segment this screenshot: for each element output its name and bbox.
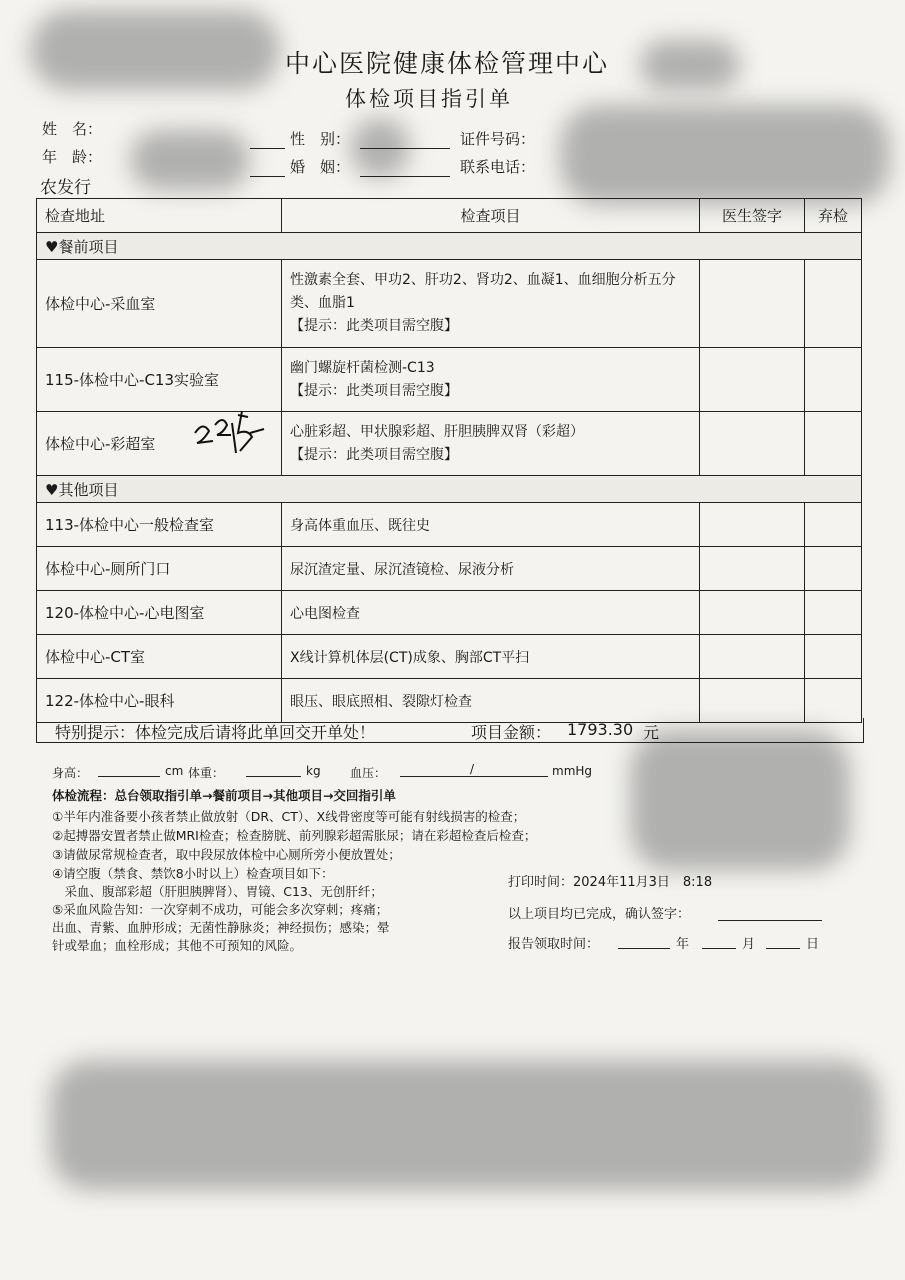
print-time: 打印时间：2024年11月3日 8:18 bbox=[508, 875, 713, 890]
confirm-label: 以上项目均已完成，确认签字： bbox=[508, 907, 691, 922]
signature-cell[interactable] bbox=[700, 260, 805, 348]
waive-cell[interactable] bbox=[805, 591, 862, 635]
amount-value: 1793.30 bbox=[567, 720, 634, 739]
report-label: 报告领取时间： bbox=[508, 937, 600, 952]
section-fasting: ♥餐前项目 bbox=[37, 233, 862, 260]
waive-cell[interactable] bbox=[805, 679, 862, 723]
age-label: 年 龄： bbox=[42, 148, 103, 166]
header-waive: 弃检 bbox=[805, 199, 862, 233]
weight-unit: kg bbox=[306, 764, 321, 778]
weight-label: 体重： bbox=[188, 766, 225, 780]
phone-label: 联系电话： bbox=[460, 158, 536, 176]
row-items: X线计算机体层(CT)成象、胸部CT平扫 bbox=[282, 635, 700, 679]
gender-label: 性 别： bbox=[290, 130, 351, 148]
table-row bbox=[37, 503, 862, 547]
signature-cell[interactable] bbox=[700, 679, 805, 723]
bp-unit: mmHg bbox=[552, 764, 593, 778]
signature-cell[interactable] bbox=[700, 547, 805, 591]
redacted-area bbox=[130, 130, 250, 190]
section-other: ♥其他项目 bbox=[37, 476, 862, 503]
redacted-area bbox=[30, 10, 280, 90]
height-label: 身高： bbox=[52, 766, 89, 780]
signature-cell[interactable] bbox=[700, 591, 805, 635]
page-title: 中心医院健康体检管理中心 bbox=[285, 49, 610, 78]
row-items: 身高体重血压、既往史 bbox=[282, 503, 700, 547]
amount-label: 项目金额： bbox=[471, 723, 552, 742]
row-location: 体检中心-彩超室 bbox=[37, 412, 282, 476]
row-items: 心电图检查 bbox=[282, 591, 700, 635]
exam-table bbox=[36, 198, 862, 723]
flow-heading: 体检流程：总台领取指引单→餐前项目→其他项目→交回指引单 bbox=[52, 788, 396, 803]
year-label: 年 bbox=[676, 937, 690, 952]
table-row bbox=[37, 412, 862, 476]
redacted-area bbox=[50, 1060, 880, 1190]
month-label: 月 bbox=[742, 937, 756, 952]
waive-cell[interactable] bbox=[805, 348, 862, 412]
redacted-area bbox=[630, 730, 850, 870]
flow-line: 针或晕血；血栓形成；其他不可预知的风险。 bbox=[52, 938, 303, 953]
signature-cell[interactable] bbox=[700, 503, 805, 547]
row-location: 体检中心-CT室 bbox=[37, 635, 282, 679]
table-row bbox=[37, 348, 862, 412]
redacted-area bbox=[640, 40, 740, 90]
row-location: 体检中心-采血室 bbox=[37, 260, 282, 348]
special-note-row bbox=[36, 718, 864, 743]
row-tip: 【提示：此类项目需空腹】 bbox=[290, 318, 458, 334]
flow-line: ②起搏器安置者禁止做MRI检查；检查膀胱、前列腺彩超需胀尿；请在彩超检查后检查； bbox=[52, 828, 537, 843]
table-row bbox=[37, 260, 862, 348]
bank-label: 农发行 bbox=[40, 178, 91, 198]
flow-line: ①半年内准备要小孩者禁止做放射（DR、CT）、X线骨密度等可能有射线损害的检查； bbox=[52, 809, 526, 824]
signature-cell[interactable] bbox=[700, 412, 805, 476]
table-row bbox=[37, 635, 862, 679]
flow-line: 采血、腹部彩超（肝胆胰脾肾）、胃镜、C13、无创肝纤； bbox=[52, 884, 383, 899]
handwritten-mark bbox=[190, 403, 270, 463]
bp-label: 血压： bbox=[350, 766, 387, 780]
row-location: 120-体检中心-心电图室 bbox=[37, 591, 282, 635]
header-items: 检查项目 bbox=[282, 199, 700, 233]
marital-label: 婚 姻： bbox=[290, 158, 351, 176]
row-location: 体检中心-厕所门口 bbox=[37, 547, 282, 591]
table-row bbox=[37, 679, 862, 723]
flow-line: ③请做尿常规检查者，取中段尿放体检中心厕所旁小便放置处； bbox=[52, 847, 401, 862]
waive-cell[interactable] bbox=[805, 260, 862, 348]
waive-cell[interactable] bbox=[805, 503, 862, 547]
waive-cell[interactable] bbox=[805, 547, 862, 591]
signature-cell[interactable] bbox=[700, 635, 805, 679]
flow-line: ⑤采血风险告知：一次穿刺不成功，可能会多次穿刺；疼痛； bbox=[52, 902, 389, 917]
height-unit: cm bbox=[165, 764, 184, 778]
redacted-area bbox=[560, 105, 890, 205]
header-location: 检查地址 bbox=[37, 199, 282, 233]
row-items: 性激素全套、甲功2、肝功2、肾功2、血凝1、血细胞分析五分类、血脂1 bbox=[290, 272, 676, 311]
row-tip: 【提示：此类项目需空腹】 bbox=[290, 446, 458, 463]
header-signature: 医生签字 bbox=[700, 199, 805, 233]
waive-cell[interactable] bbox=[805, 635, 862, 679]
bp-separator: / bbox=[470, 762, 475, 776]
row-location: 113-体检中心一般检查室 bbox=[37, 503, 282, 547]
name-label: 姓 名： bbox=[42, 120, 103, 138]
waive-cell[interactable] bbox=[805, 412, 862, 476]
special-note: 特别提示：体检完成后请将此单回交开单处！ bbox=[55, 723, 376, 742]
signature-cell[interactable] bbox=[700, 348, 805, 412]
table-row bbox=[37, 591, 862, 635]
amount-currency: 元 bbox=[643, 723, 660, 742]
day-label: 日 bbox=[806, 937, 820, 952]
row-items: 尿沉渣定量、尿沉渣镜检、尿液分析 bbox=[282, 547, 700, 591]
flow-line: ④请空腹（禁食、禁饮8小时以上）检查项目如下： bbox=[52, 866, 334, 881]
table-row bbox=[37, 547, 862, 591]
confirm-signature-line[interactable] bbox=[718, 920, 822, 921]
row-items: 心脏彩超、甲状腺彩超、肝胆胰脾双肾（彩超） bbox=[290, 423, 584, 440]
row-location: 122-体检中心-眼科 bbox=[37, 679, 282, 723]
flow-line: 出血、青紫、血肿形成；无菌性静脉炎；神经损伤；感染；晕 bbox=[52, 920, 390, 935]
row-items: 眼压、眼底照相、裂隙灯检查 bbox=[282, 679, 700, 723]
page-subtitle: 体检项目指引单 bbox=[345, 87, 513, 111]
row-items: 幽门螺旋杆菌检测-C13 bbox=[290, 359, 435, 376]
row-location: 115-体检中心-C13实验室 bbox=[37, 348, 282, 412]
row-tip: 【提示：此类项目需空腹】 bbox=[290, 382, 458, 399]
id-label: 证件号码： bbox=[460, 130, 536, 148]
